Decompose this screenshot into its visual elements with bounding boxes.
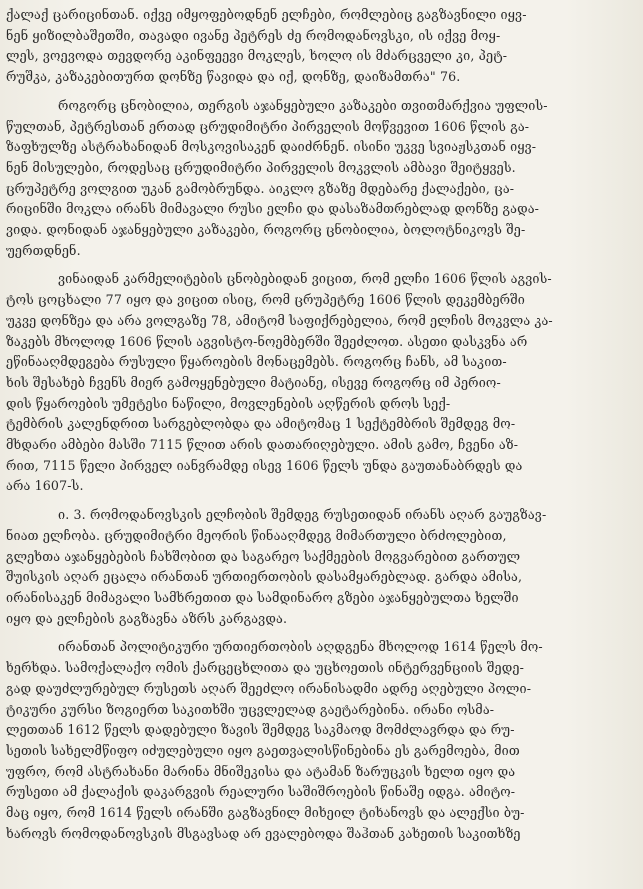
text-line: მხდარი ამბები მასში 7115 წლით არის დათარიღებული. ამის გამო, ჩვენი აზ- [6,437,519,453]
text-line: ზაკებს მხოლოდ 1606 წლის აგვისტო-ნოემბერში შეეძლოთ. ასეთი დასკვნა არ [6,333,528,349]
paragraph-5 [6,637,637,844]
text-line: უერთდნენ. [6,242,81,258]
text-line: ნიათ ელჩობა. ცრუდიმიტრი მეორის წინააღმდეგ მიმართული ბრძოლებით, [6,527,507,543]
paragraph-2 [6,96,637,262]
text-line: ზაფხულზე ასტრახანიდან მოსკოვისაკენ დაიძრნენ. ისინი უკვე სვიაჟსკთან იყვ- [6,139,537,155]
text-line: ლეს, ვოევოდა თევდორე აკინფეევი მოკლეს, ხოლო ის მძარცველი კი, პეტ- [6,48,508,64]
paragraph-4 [6,505,637,629]
text-line: ხერხდა. სამოქალაქო ომის ქარცეცხლითა და უცხოეთის ინტერვენციის შედე- [6,660,525,676]
text-line: ნენ მისულები, როდესაც ცრუდიმიტრი პირველის მოკვლის ამბავი შეიტყვეს. [6,159,516,175]
text-line: ვიდა. დონიდან აჯანყებული კაზაკები, როგორც ცნობილია, ბოლოტნიკოვს შე- [6,222,526,238]
text-line: ირანთან პოლიტიკური ურთიერთობის აღდგენა მხოლოდ 1614 წელს მო- [58,639,543,655]
text-line: რით, 7115 წელი პირველ იანვრამდე ისევ 1606 წელს უნდა გაუთანაბრდეს და [6,457,523,473]
paragraph-3 [6,269,637,497]
text-line: რუშკა, კაზაკებითურთ დონზე წავიდა და იქ, დონზე, დაიზამთრა" 76. [6,69,461,85]
text-line: უკვე დონზეა და არა ვოლგაზე 78, ამიტომ საფიქრებელია, რომ ელჩის მოკვლა კა- [6,312,553,328]
text-line: ირანისაკენ მიმავალი სამხრეთით და სამდინარო გზები აჯანყებულთა ხელში [6,589,519,605]
text-line: ხაროვს რომოდანოვსკის მსგავსად არ ევალებოდა შაჰთან კახეთის საკითხზე [6,825,521,841]
text-line: ეწინააღმდეგება რუსული წყაროების მონაცემებს. როგორც ჩანს, ამ საკით- [6,354,507,370]
text-line: გლეხთა აჯანყებების ჩახშობით და საგარეო საქმეების მოგვარებით გართულ [6,548,521,564]
text-line: ვინაიდან კარმელიტების ცნობებიდან ვიცით, რომ ელჩი 1606 წლის აგვის- [58,271,552,287]
text-line: სეთის სახელმწიფო იძულებული იყო გაეთვალისწინებინა ეს გარემოება, მით [6,742,520,758]
text-line: ტემბრის კალენდრით სარგებლობდა და ამიტომაც 1 სექტემბრის შემდეგ მო- [6,416,516,432]
paragraph-1 [6,5,637,88]
text-line: მაც იყო, რომ 1614 წელს ირანში გაგზავნილ მიხეილ ტიხანოვს და ალექსი ბუ- [6,805,525,821]
text-line: იყო და ელჩების გაგზავნა აზრს კარგავდა. [6,610,288,626]
text-line: უფრო, რომ ასტრახანი მარინა მნიშეკისა და ატამან ზარუცკის ხელთ იყო და [6,763,516,779]
text-line: შუისკის აღარ ეცალა ირანთან ურთიერთობის დასამყარებლად. გარდა ამისა, [6,569,523,585]
text-line: დის წყაროების უმეტესი ნაწილი, მოვლენების აღწერის დროს სექ- [6,395,451,411]
text-line: ცრუპეტრე ვოლგით უკან გამობრუნდა. აიკლო გზაზე მდებარე ქალაქები, ცა- [6,180,515,196]
text-line: გად დაუძლურებულ რუსეთს აღარ შეეძლო ირანისადმი ადრე აღებული პოლი- [6,680,532,696]
text-line: როგორც ცნობილია, თერგის აჯანყებული კაზაკები თვითმარქვია უფლის- [58,97,548,113]
text-line: ლეთთან 1612 წელს დადებული ზავის შემდეგ საკმაოდ მომძლავრდა და რუ- [6,722,515,738]
text-line: რუსეთი ამ ქალაქის დაკარგვის რეალური საშიშროების წინაშე იდგა. ამიტო- [6,784,516,800]
text-line: ტიკური კურსი ზოგიერთ საკითხში უცვლელად გაეტარებინა. ირანი ოსმა- [6,701,495,717]
text-line: ქალაქ ცარიცინთან. იქვე იმყოფებოდნენ ელჩები, რომლებიც გაგზავნილი იყვ- [6,7,527,22]
text-line: წულთან, პეტრესთან ერთად ცრუდიმიტრი პირველის მოწვევით 1606 წლის გა- [6,118,530,134]
text-line: რიცინში მოკლა ირანს მიმავალი რუსი ელჩი და დასაზამთრებლად დონზე გადა- [6,201,540,217]
text-line: არა 1607-ს. [6,478,84,494]
text-line: ტოს ცოცხალი 77 იყო და ვიცით ისიც, რომ ცრუპეტრე 1606 წლის დეკემბერში [6,292,526,308]
text-line: ხის შესახებ ჩვენს მიერ გამოყენებული მატიანე, ისევე როგორც იმ პერიო- [6,374,501,390]
text-line: ნენ ყიზილბაშეთში, თავადი ივანე პეტრეს ძე რომოდანოვსკი, ის იქვე მოყ- [6,27,501,43]
text-line: ი. 3. რომოდანოვსკის ელჩობის შემდეგ რუსეთიდან ირანს აღარ გაუგზავ- [58,507,547,523]
